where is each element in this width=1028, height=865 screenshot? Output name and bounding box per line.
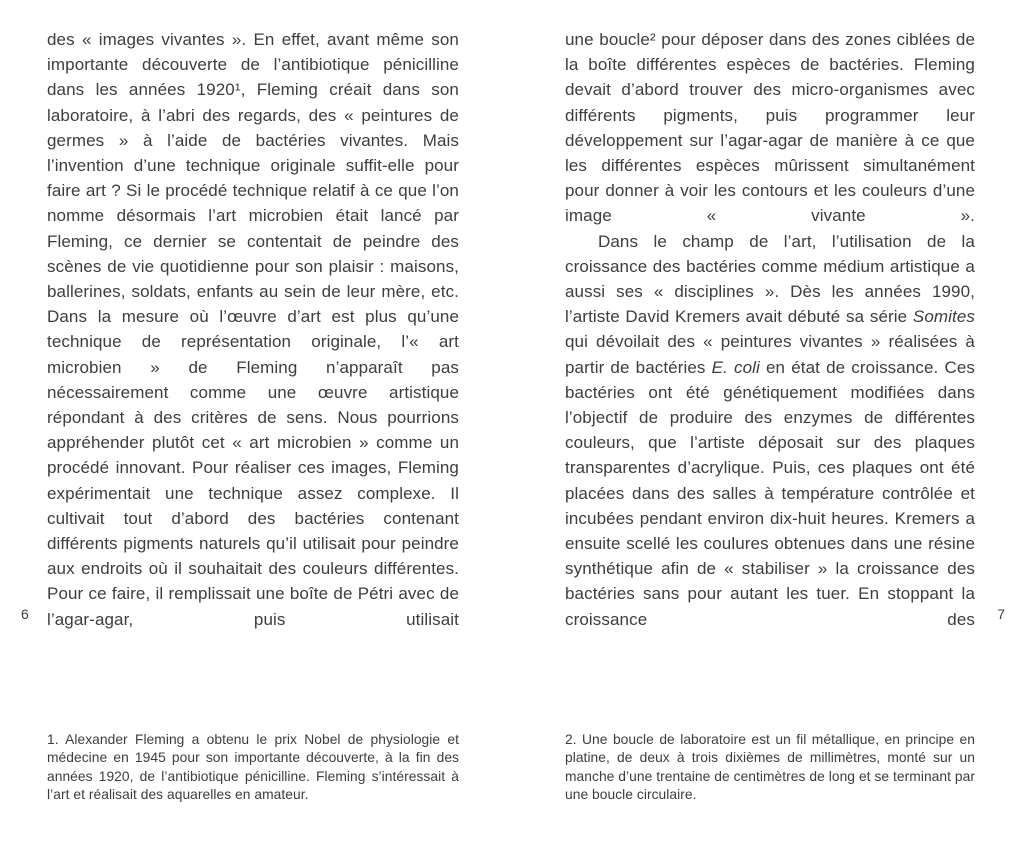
paragraph [565, 731, 975, 805]
text-segment: des « images vivantes ». En effet, avant même son importante découverte de l’antibiotique pénicilline dans les années 1920¹, Fleming créait dans son laboratoire, à l’abri des regards, des « peintures de germes » à l’aide de bactéries vivantes. Mais l’invention d’une technique originale suffit-elle pour faire art ? Si le procédé technique relatif à ce que l’on nomme désormais l’art microbien était lancé par Fleming, ce dernier se contentait de peindre des scènes de vie quotidienne pour son plaisir : maisons, ballerines, soldats, enfants au sein de leur mère, etc. Dans la mesure où l’œuvre d’art est plus qu’une technique de représentation originale, l’« art microbien » de Fleming n’apparaît pas nécessairement comme une œuvre artistique répondant à des critères de sens. Nous pourrions appréhender plutôt cet « art microbien » comme un procédé innovant. Pour réaliser ces images, Fleming expérimentait une technique assez complexe. Il cultivait tout d’abord des bactéries contenant différents pigments naturels qu’il utilisait pour peindre aux endroits où il souhaitait des couleurs différentes. Pour ce faire, il remplissait une boîte de Pétri avec de l’agar-agar, puis utilisait [47, 30, 459, 629]
text-segment: Dans le champ de l’art, l’utilisation de la croissance des bactéries comme médium artistique a aussi ses « disciplines ». Dès les années 1990, l’artiste David Kremers avait débuté sa série [565, 231, 975, 327]
text-segment: une boucle² pour déposer dans des zones ciblées de la boîte différentes espèces de bactéries. Fleming devait d’abord trouver des micro-organismes avec différents pigments, puis programmer leur développement sur l’agar-agar de manière à ce que les différentes espèces mûrissent simultanément pour donner à voir les contours et les couleurs d’une image « vivante ». [565, 30, 975, 226]
text-segment: 1. Alexander Fleming a obtenu le prix Nobel de physiologie et médecine en 1945 pour son importante découverte, à la fin des années 1920, de l’antibiotique pénicilline. Fleming s’intéressait à l’art et réalisait des aquarelles en amateur. [47, 732, 459, 803]
italic-text-segment: Somites [912, 307, 975, 327]
paragraph [565, 27, 975, 229]
italic-text-segment: E. coli [711, 357, 760, 377]
text-segment: 2. Une boucle de laboratoire est un fil métallique, en principe en platine, de deux à trois dixièmes de millimètres, monté sur un manche d’une trentaine de centimètres de long et se terminant par une boucle circulaire. [565, 732, 975, 803]
left-page-body-text [47, 27, 459, 632]
text-segment: qui dévoilait des « peintures vivantes » réalisées à partir de bactéries [565, 332, 975, 377]
left-page-number: 6 [21, 606, 29, 622]
paragraph [565, 229, 975, 632]
left-page-footnote [47, 731, 459, 805]
right-page-number: 7 [997, 606, 1005, 622]
paragraph [47, 27, 459, 632]
text-segment: en état de croissance. Ces bactéries ont été génétiquement modifiées dans l’objectif de produire des enzymes de différentes couleurs, que l’artiste déposait sur des plaques transparentes d’acrylique. Puis, ces plaques ont été placées dans des salles à température contrôlée et incubées pendant environ dix-huit heures. Kremers a ensuite scellé les coulures obtenues dans une résine synthétique afin de « stabiliser » la croissance des bactéries sans pour autant les tuer. En stoppant la croissance des [565, 357, 975, 629]
paragraph [47, 731, 459, 805]
right-page-body-text [565, 27, 975, 632]
right-page-footnote [565, 731, 975, 805]
